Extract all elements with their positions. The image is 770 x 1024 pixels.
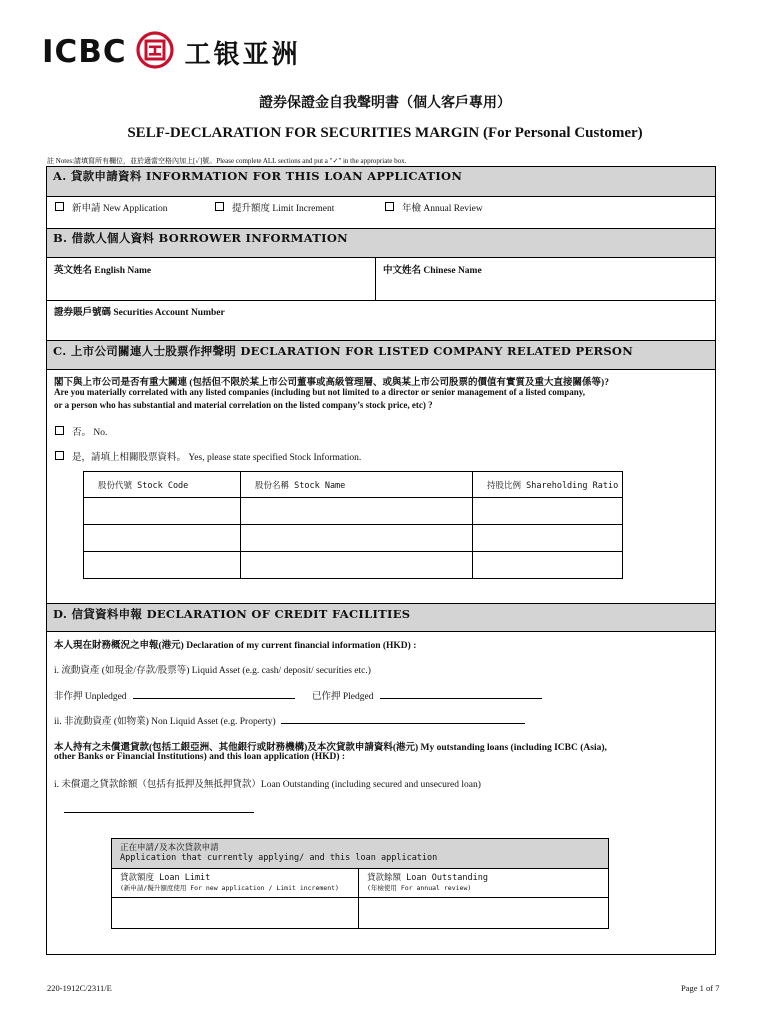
section-b-header: B. 借款人個人資料 BORROWER INFORMATION [47, 228, 715, 258]
table-header-cell: 持股比例 Shareholding Ratio [473, 472, 623, 498]
loan-outstanding-label: i. 未償還之貸款餘額（包括有抵押及無抵押貸款）Loan Outstanding (including secured and unsecured loan) [54, 780, 481, 790]
table-row [112, 898, 609, 929]
option-label: 否。 No. [72, 428, 108, 438]
option-limit-increment[interactable] [215, 200, 334, 214]
row-divider [47, 300, 715, 301]
table-row [112, 869, 609, 898]
icbc-seal-icon [135, 30, 175, 74]
option-new-application[interactable] [55, 200, 168, 214]
stock-code-cell[interactable] [84, 525, 241, 552]
ratio-cell[interactable] [473, 498, 623, 525]
stock-name-cell[interactable] [241, 552, 473, 579]
liquid-asset-label: i. 流動資產 (如現金/存款/股票等) Liquid Asset (e.g. cash/ deposit/ securities etc.) [54, 666, 371, 676]
financial-heading: 本人現在財務概況之申報(港元) Declaration of my current financial information (HKD) : [54, 641, 417, 651]
checkbox-icon[interactable] [55, 451, 64, 460]
table-row [84, 525, 623, 552]
option-label: 年檢 Annual Review [402, 204, 483, 214]
form-code: 220-1912C/2311/E [47, 983, 112, 993]
loan-limit-input[interactable] [112, 898, 359, 929]
checkbox-icon[interactable] [385, 202, 394, 211]
title-english: SELF-DECLARATION FOR SECURITIES MARGIN (For Personal Customer) [127, 125, 643, 141]
option-label: 是，請填上相關股票資料。 Yes, please state specified Stock Information. [72, 453, 362, 463]
loan-outstanding-note: (年檢使用 For annual review) [367, 884, 472, 892]
pledged-row [312, 688, 542, 702]
name-divider [375, 258, 376, 301]
loan-outstanding-cell [359, 869, 609, 898]
option-no[interactable] [55, 424, 107, 438]
account-number-label: 證券賬戶號碼 Securities Account Number [54, 308, 225, 318]
outstanding-heading-1: 本人持有之未償還貸款(包括工銀亞洲、其他銀行或財務機構)及本次貸款申請資料(港元) My outstanding loans (including ICBC (Asia), [54, 743, 607, 753]
icbc-logo [42, 32, 301, 72]
section-d-header: D. 信貸資料申報 DECLARATION OF CREDIT FACILITIES [47, 603, 715, 632]
ratio-cell[interactable] [473, 552, 623, 579]
chinese-name-label: 中文姓名 Chinese Name [383, 266, 482, 276]
table-header-cell: 股份名稱 Stock Name [241, 472, 473, 498]
option-label: 提升額度 Limit Increment [232, 204, 335, 214]
section-c-header: C. 上市公司關連人士股票作押聲明 DECLARATION FOR LISTED COMPANY RELATED PERSON [47, 340, 715, 370]
option-yes[interactable] [55, 449, 361, 463]
checkbox-icon[interactable] [55, 202, 64, 211]
loan-outstanding-input-cell[interactable] [359, 898, 609, 929]
unpledged-label: 非作押 Unpledged [54, 692, 127, 702]
table-row [84, 552, 623, 579]
loan-limit-cell [112, 869, 359, 898]
section-a-header: A. 貸款申請資料 INFORMATION FOR THIS LOAN APPLICATION [47, 166, 715, 197]
pledged-label: 已作押 Pledged [312, 692, 374, 702]
loan-outstanding-input[interactable] [64, 803, 254, 813]
loan-limit-label: 貸款額度 Loan Limit [120, 873, 211, 883]
related-question-chinese: 閣下與上市公司是否有重大關連 (包括但不限於某上市公司董事或高級管理層、或與某上市公司股票的價值有實質及重大直接關係等)? [54, 378, 609, 388]
loan-outstanding-col-label: 貸款餘額 Loan Outstanding [367, 873, 488, 883]
table-header-row [84, 472, 623, 498]
loan-application-table [111, 838, 609, 929]
stock-code-cell[interactable] [84, 498, 241, 525]
stock-name-cell[interactable] [241, 525, 473, 552]
stock-code-cell[interactable] [84, 552, 241, 579]
unpledged-row [54, 688, 295, 702]
option-annual-review[interactable] [385, 200, 483, 214]
related-question-english-2: or a person who has substantial and material correlation on the listed company’s stock price, etc) ? [54, 400, 433, 410]
loan-header-chinese: 正在申請/及本次貸款申請 [120, 843, 219, 853]
title-chinese: 證券保證金自我聲明書（個人客戶專用） [259, 95, 511, 111]
table-row [84, 498, 623, 525]
non-liquid-input[interactable] [281, 714, 525, 724]
non-liquid-label: ii. 非流動資產 (如物業) Non Liquid Asset (e.g. Property) [54, 717, 276, 727]
unpledged-input[interactable] [133, 689, 295, 699]
page-number: Page 1 of 7 [681, 983, 720, 993]
checkbox-icon[interactable] [55, 426, 64, 435]
stock-name-cell[interactable] [241, 498, 473, 525]
related-question-english-1: Are you materially correlated with any listed companies (including but not limited to a director or senior management of a listed company, [54, 387, 585, 397]
english-name-label: 英文姓名 English Name [54, 266, 152, 276]
pledged-input[interactable] [380, 689, 542, 699]
loan-limit-note: (新申請/擬升額度使用 For new application / Limit increment) [120, 884, 339, 892]
non-liquid-row [54, 713, 525, 727]
logo-latin-text: ICBC [42, 34, 127, 70]
logo-chinese-text: 工银亚洲 [184, 39, 301, 70]
stock-table [83, 471, 623, 579]
option-label: 新申請 New Application [72, 204, 168, 214]
loan-table-header-cell [112, 839, 609, 869]
outstanding-heading-2: other Banks or Financial Institutions) and this loan application (HKD) : [54, 752, 346, 762]
table-header-cell: 股份代號 Stock Code [84, 472, 241, 498]
ratio-cell[interactable] [473, 525, 623, 552]
loan-header-english: Application that currently applying/ and this loan application [120, 853, 438, 863]
loan-table-header-row [112, 839, 609, 869]
notes-text: 註 Notes:請填寫所有欄位，並於適當空格內加上[✓]號。Please complete ALL sections and put a "✓" in the appropriate box. [47, 157, 407, 165]
checkbox-icon[interactable] [215, 202, 224, 211]
